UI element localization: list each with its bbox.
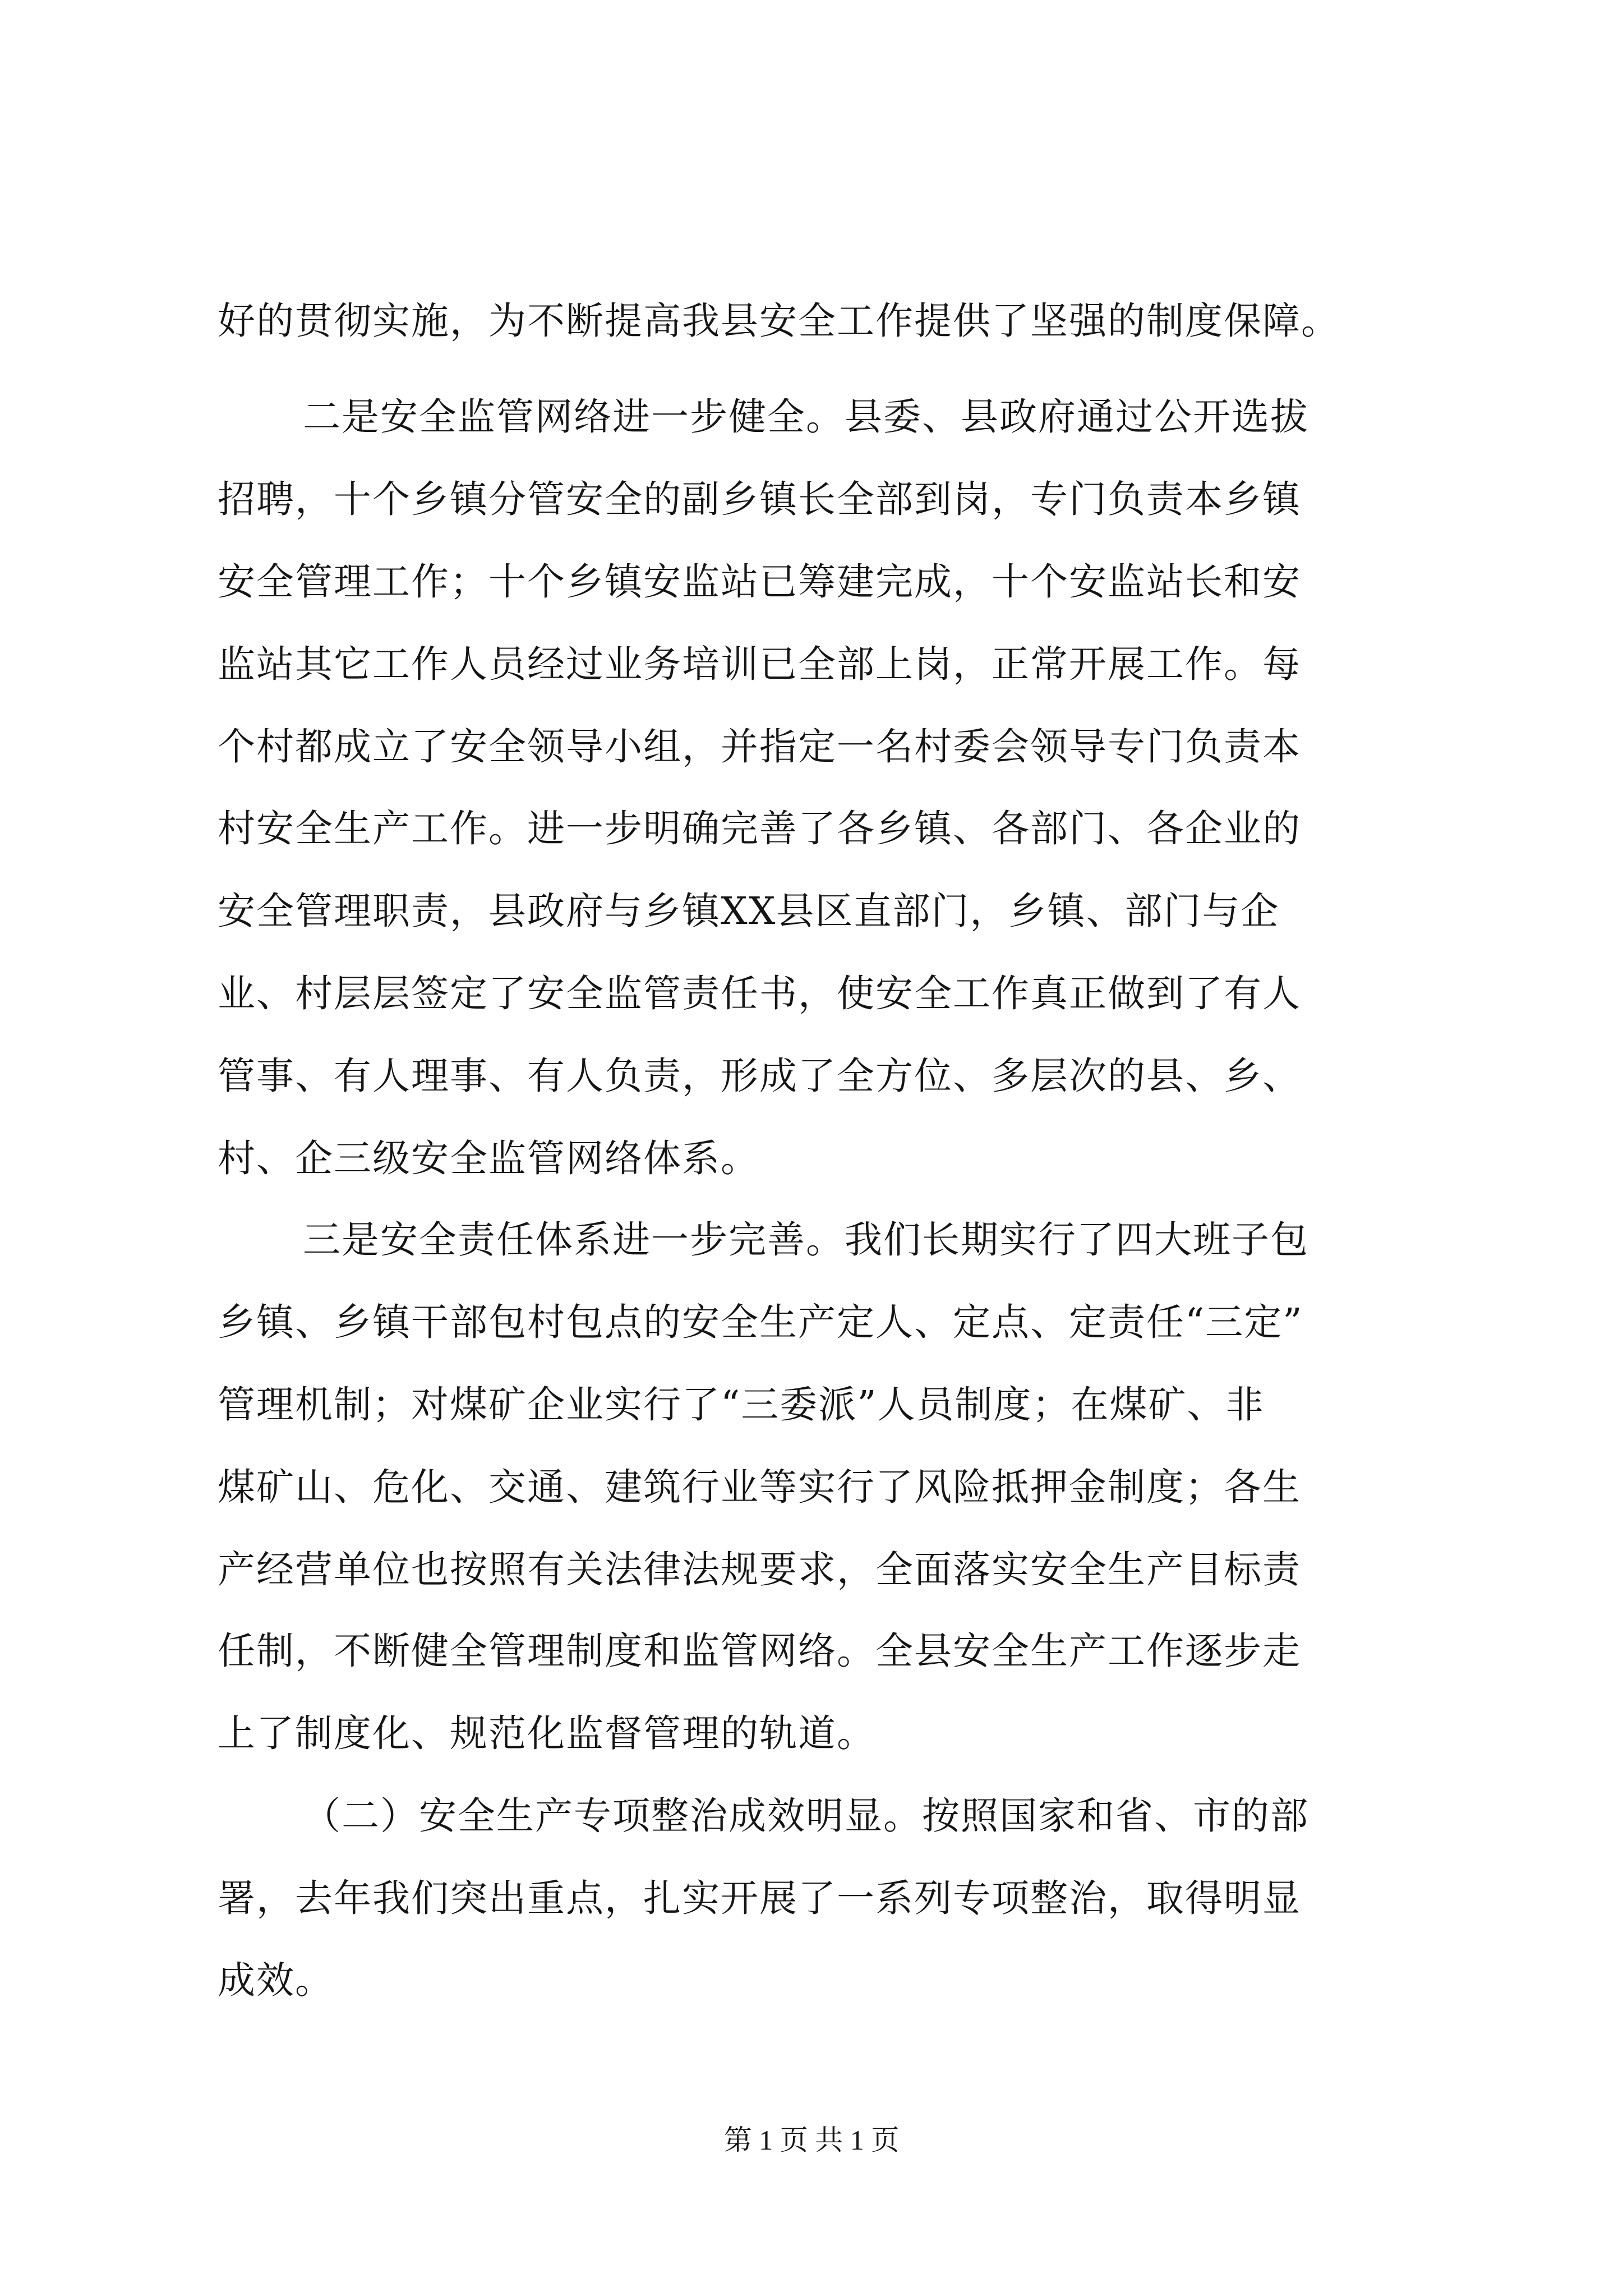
body-line: 业、村层层签定了安全监管责任书，使安全工作真正做到了有人 <box>218 972 1301 1015</box>
body-line: 管事、有人理事、有人负责，形成了全方位、多层次的县、乡、 <box>218 1054 1301 1098</box>
section-heading-line: （二）安全生产专项整治成效明显。按照国家和省、市的部 <box>303 1794 1309 1838</box>
body-line: 三是安全责任体系进一步完善。我们长期实行了四大班子包 <box>303 1218 1309 1262</box>
page-number-footer: 第 1 页 共 1 页 <box>723 2124 900 2156</box>
body-line: 村安全生产工作。进一步明确完善了各乡镇、各部门、各企业的 <box>218 807 1301 850</box>
body-line: 二是安全监管网络进一步健全。县委、县政府通过公开选拔 <box>303 395 1309 439</box>
body-line: 好的贯彻实施，为不断提高我县安全工作提供了坚强的制度保障。 <box>218 299 1340 343</box>
body-line: 安全管理工作；十个乡镇安监站已筹建完成，十个安监站长和安 <box>218 560 1301 604</box>
body-line: 监站其它工作人员经过业务培训已全部上岗，正常开展工作。每 <box>218 642 1301 686</box>
body-line: 任制，不断健全管理制度和监管网络。全县安全生产工作逐步走 <box>218 1629 1301 1673</box>
body-line: 个村都成立了安全领导小组，并指定一名村委会领导专门负责本 <box>218 725 1301 769</box>
body-line: 成效。 <box>218 1958 334 2002</box>
body-line: 村、企三级安全监管网络体系。 <box>218 1137 759 1180</box>
body-line: 招聘，十个乡镇分管安全的副乡镇长全部到岗，专门负责本乡镇 <box>218 477 1301 521</box>
body-line: 管理机制；对煤矿企业实行了“三委派”人员制度；在煤矿、非 <box>218 1383 1265 1427</box>
body-line: 安全管理职责，县政府与乡镇XX县区直部门，乡镇、部门与企 <box>218 889 1280 933</box>
body-line: 产经营单位也按照有关法律法规要求，全面落实安全生产目标责 <box>218 1548 1301 1591</box>
body-line: 署，去年我们突出重点，扎实开展了一系列专项整治，取得明显 <box>218 1876 1301 1920</box>
body-line: 煤矿山、危化、交通、建筑行业等实行了风险抵押金制度；各生 <box>218 1465 1301 1509</box>
body-line: 上了制度化、规范化监督管理的轨道。 <box>218 1711 875 1755</box>
body-line: 乡镇、乡镇干部包村包点的安全生产定人、定点、定责任“三定” <box>218 1300 1303 1344</box>
